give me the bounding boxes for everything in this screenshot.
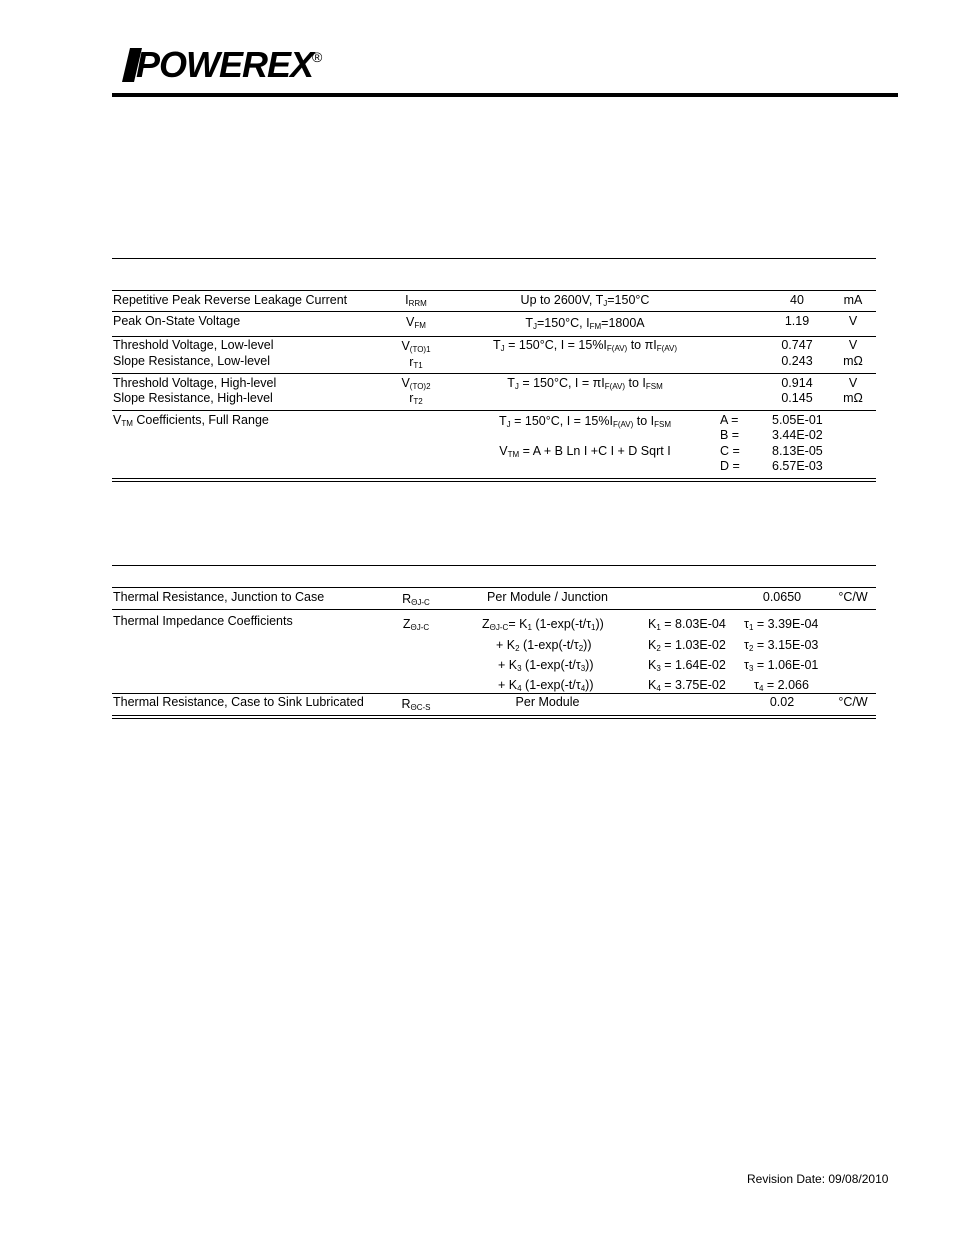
conditions: Per Module / Junction: [487, 590, 608, 604]
symbol: $V_{(TO)1}$: [401, 339, 431, 354]
symbol: $I_{RRM}$: [405, 293, 427, 308]
param-label: Thermal Resistance, Junction to Case: [113, 590, 325, 604]
row-divider: [112, 410, 876, 411]
table1-bottom-rule: [112, 478, 876, 479]
tau-coeff: $\tau_2 = 3.15E-03$: [744, 638, 819, 653]
coeff-value: 6.57E-03: [772, 459, 823, 473]
symbol: $V_{FM}$: [406, 315, 426, 330]
unit: mΩ: [843, 391, 863, 405]
coeff-value: 3.44E-02: [772, 428, 823, 442]
conditions: $T_J=150^\circ C$, $I_{FM}=1800A$: [525, 316, 645, 331]
logo-text: POWEREX: [136, 44, 314, 85]
param-label: Threshold Voltage, Low-level: [113, 338, 274, 352]
formula-line: + $K_3$ $(1-\exp(-t/\tau_3))$: [498, 658, 594, 673]
table1-top-rule: [112, 258, 876, 259]
formula-line: + $K_4$ $(1-\exp(-t/\tau_4))$: [498, 678, 594, 693]
coeff-value: 5.05E-01: [772, 413, 823, 427]
formula-line: + $K_2$ $(1-\exp(-t/\tau_2))$: [496, 638, 592, 653]
param-label: $V_{TM}$ Coefficients, Full Range: [113, 413, 269, 428]
table2-bottom-rule: [112, 718, 876, 719]
value: 1.19: [784, 314, 810, 328]
row-divider: [112, 609, 876, 610]
tau-coeff: $\tau_3 = 1.06E-01$: [744, 658, 819, 673]
conditions: $T_J = 150^\circ C$, $I = \pi I_{F(AV)}$ to $I_{FSM}$: [507, 376, 663, 391]
param-label: Slope Resistance, Low-level: [113, 354, 271, 368]
coeff-label: A =: [720, 413, 739, 427]
value: 0.243: [781, 354, 813, 368]
value: 40: [790, 293, 804, 307]
symbol: $R_{\Theta J-C}$: [402, 592, 430, 607]
tau-coeff: $\tau_4 = 2.066$: [754, 678, 809, 693]
symbol: $r_{T1}$: [409, 355, 423, 370]
unit: mA: [843, 293, 863, 307]
table1-bottom-rule: [112, 481, 876, 482]
coeff-label: B =: [720, 428, 740, 442]
conditions: Up to 2600V, $T_J=150^\circ C$: [520, 293, 650, 308]
coeff-label: C =: [720, 444, 740, 458]
formula-line: $Z_{\Theta J-C}= K_1$ $(1-\exp(-t/\tau_1))$: [482, 617, 604, 632]
value: 0.914: [781, 376, 813, 390]
revision-date: Revision Date: 09/08/2010: [747, 1172, 889, 1186]
unit: V: [848, 338, 858, 352]
symbol: $r_{T2}$: [409, 391, 423, 406]
row-divider: [112, 693, 876, 694]
header-rule: [112, 93, 898, 97]
symbol: $R_{\Theta C-S}$: [401, 697, 431, 712]
conditions: $T_J = 150^\circ C$, $I = 15\%I_{F(AV)}$ to $I_{FSM}$: [499, 414, 671, 429]
conditions: Per Module: [515, 695, 580, 709]
value: 0.0650: [762, 590, 802, 604]
param-label: Peak On-State Voltage: [113, 314, 241, 328]
param-label: Thermal Resistance, Case to Sink Lubricated: [113, 695, 364, 709]
table2-top-rule: [112, 565, 876, 566]
k-coeff: $K_3 = 1.64E-02$: [648, 658, 726, 673]
unit: °C/W: [838, 590, 868, 604]
k-coeff: $K_2 = 1.03E-02$: [648, 638, 726, 653]
value: 0.747: [781, 338, 813, 352]
tau-coeff: $\tau_1 = 3.39E-04$: [744, 617, 819, 632]
row-divider: [112, 311, 876, 312]
k-coeff: $K_4 = 3.75E-02$: [648, 678, 726, 693]
coeff-label: D =: [720, 459, 740, 473]
table2-bottom-rule: [112, 715, 876, 716]
row-divider: [112, 373, 876, 374]
k-coeff: $K_1 = 8.03E-04$: [648, 617, 726, 632]
symbol: $V_{(TO)2}$: [401, 376, 431, 391]
unit: V: [848, 314, 858, 328]
unit: °C/W: [838, 695, 868, 709]
registered-mark: ®: [312, 49, 323, 65]
table2-header-rule: [112, 587, 876, 588]
value: 0.145: [781, 391, 813, 405]
param-label: Threshold Voltage, High-level: [113, 376, 277, 390]
formula: $V_{TM} = A + B$ Ln I +C I + D Sqrt I: [499, 444, 671, 459]
unit: mΩ: [843, 354, 863, 368]
unit: V: [848, 376, 858, 390]
conditions: $T_J = 150^\circ C$, $I = 15\%I_{F(AV)}$ to $\pi I_{F(AV)}$: [492, 338, 677, 353]
symbol: $Z_{\Theta J-C}$: [402, 617, 430, 632]
param-label: Slope Resistance, High-level: [113, 391, 273, 405]
row-divider: [112, 336, 876, 337]
param-label: Thermal Impedance Coefficients: [113, 614, 293, 628]
value: 0.02: [769, 695, 795, 709]
param-label: Repetitive Peak Reverse Leakage Current: [113, 293, 348, 307]
coeff-value: 8.13E-05: [772, 444, 823, 458]
table1-header-rule: [112, 290, 876, 291]
